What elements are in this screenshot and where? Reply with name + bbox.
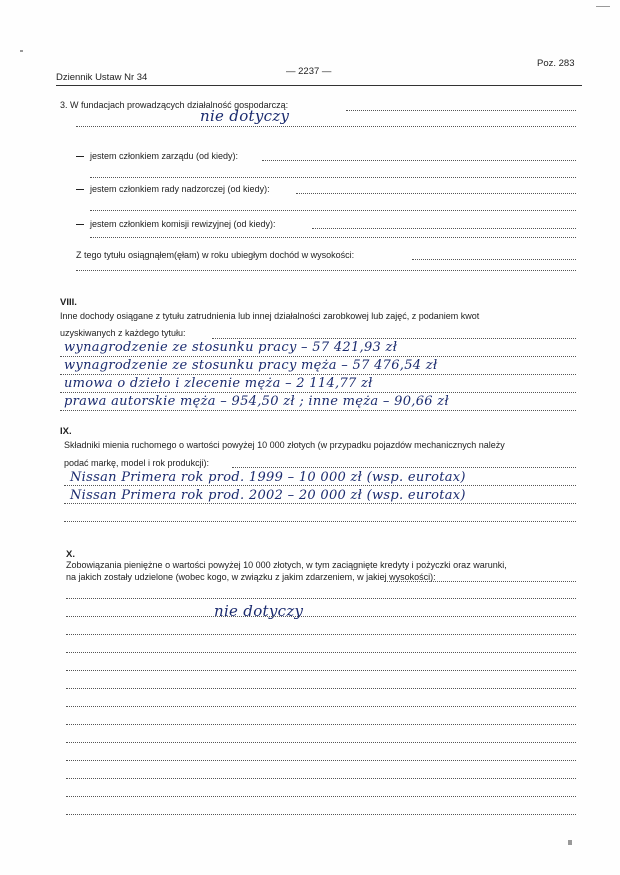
section-x-handwriting: nie dotyczy <box>214 602 304 620</box>
page-number: — 2237 — <box>286 66 332 77</box>
section-ix-text-2: podać markę, model i rok produkcji): <box>64 458 210 468</box>
dotted-line <box>64 503 576 504</box>
section-viii-text-1: Inne dochody osiągane z tytułu zatrudnienia lub innej działalności zarobkowej lub zajęć, z podaniem kwot <box>60 311 480 321</box>
dotted-line <box>66 814 576 815</box>
dotted-line <box>232 467 576 468</box>
dotted-line <box>64 485 576 486</box>
vehicle-line-1: Nissan Primera rok prod. 1999 – 10 000 zł (wsp. eurotax) <box>70 470 466 485</box>
supervisory-board-label <box>76 184 270 194</box>
section-x-heading: X. <box>66 549 75 560</box>
section-x-text-2: na jakich zostały udzielone (wobec kogo, w związku z jakim zdarzeniem, w jakiej wysokości): <box>66 572 436 582</box>
management-board-text: jestem członkiem zarządu (od kiedy): <box>90 151 239 161</box>
position-number: Poz. 283 <box>537 58 575 69</box>
audit-committee-label <box>76 219 276 229</box>
dotted-line <box>212 338 576 339</box>
item-3-handwriting: nie dotyczy <box>200 107 290 125</box>
dotted-line <box>60 410 576 411</box>
dotted-line <box>64 521 576 522</box>
dotted-line <box>312 228 576 229</box>
item-3-label: 3. W fundacjach prowadzących działalność gospodarczą: <box>60 100 289 110</box>
dotted-line <box>412 259 576 260</box>
dotted-line <box>66 760 576 761</box>
dotted-line <box>90 237 576 238</box>
dotted-line <box>66 688 576 689</box>
dotted-line <box>66 778 576 779</box>
dotted-line <box>66 706 576 707</box>
income-line-4: prawa autorskie męża – 954,50 zł ; inne męża – 90,66 zł <box>64 394 449 409</box>
header-rule <box>56 85 582 86</box>
dotted-line <box>60 356 576 357</box>
dotted-line <box>384 581 576 582</box>
dotted-line <box>66 634 576 635</box>
dotted-line <box>66 616 576 617</box>
dash-mark <box>76 224 84 225</box>
income-line-3: umowa o dzieło i zlecenie męża – 2 114,77 zł <box>64 376 373 391</box>
income-line-1: wynagrodzenie ze stosunku pracy – 57 421,93 zł <box>64 340 398 355</box>
dotted-line <box>66 742 576 743</box>
dotted-line <box>60 392 576 393</box>
dash-mark <box>76 189 84 190</box>
dotted-line <box>76 270 576 271</box>
dotted-line <box>60 374 576 375</box>
scan-speck <box>568 840 572 845</box>
vehicle-line-2: Nissan Primera rok prod. 2002 – 20 000 zł (wsp. eurotax) <box>70 488 466 503</box>
dotted-line <box>66 724 576 725</box>
dotted-line <box>90 210 576 211</box>
section-viii-text-2: uzyskiwanych z każdego tytułu: <box>60 328 186 338</box>
dotted-line <box>296 193 576 194</box>
journal-name: Dziennik Ustaw Nr 34 <box>56 72 148 83</box>
dotted-line <box>90 177 576 178</box>
scan-speck <box>596 6 610 7</box>
audit-committee-text: jestem członkiem komisji rewizyjnej (od kiedy): <box>90 219 276 229</box>
dotted-line <box>66 796 576 797</box>
section-ix-text-1: Składniki mienia ruchomego o wartości powyżej 10 000 złotych (w przypadku pojazdów mechanicznych należy <box>64 440 505 450</box>
section-x-text-1: Zobowiązania pieniężne o wartości powyżej 10 000 złotych, w tym zaciągnięte kredyty i pożyczki oraz warunki, <box>66 560 507 570</box>
dash-mark <box>76 156 84 157</box>
supervisory-board-text: jestem członkiem rady nadzorczej (od kiedy): <box>90 184 270 194</box>
management-board-label <box>76 151 238 161</box>
section-viii-heading: VIII. <box>60 297 77 308</box>
income-from-title-label: Z tego tytułu osiągnąłem(ęłam) w roku ubiegłym dochód w wysokości: <box>76 250 355 260</box>
dotted-line <box>66 598 576 599</box>
income-line-2: wynagrodzenie ze stosunku pracy męża – 57 476,54 zł <box>64 358 438 373</box>
dotted-line <box>346 110 576 111</box>
dotted-line <box>262 160 576 161</box>
section-ix-heading: IX. <box>60 426 72 437</box>
dotted-line <box>76 126 576 127</box>
dotted-line <box>66 652 576 653</box>
scan-speck <box>20 50 23 52</box>
dotted-line <box>66 670 576 671</box>
